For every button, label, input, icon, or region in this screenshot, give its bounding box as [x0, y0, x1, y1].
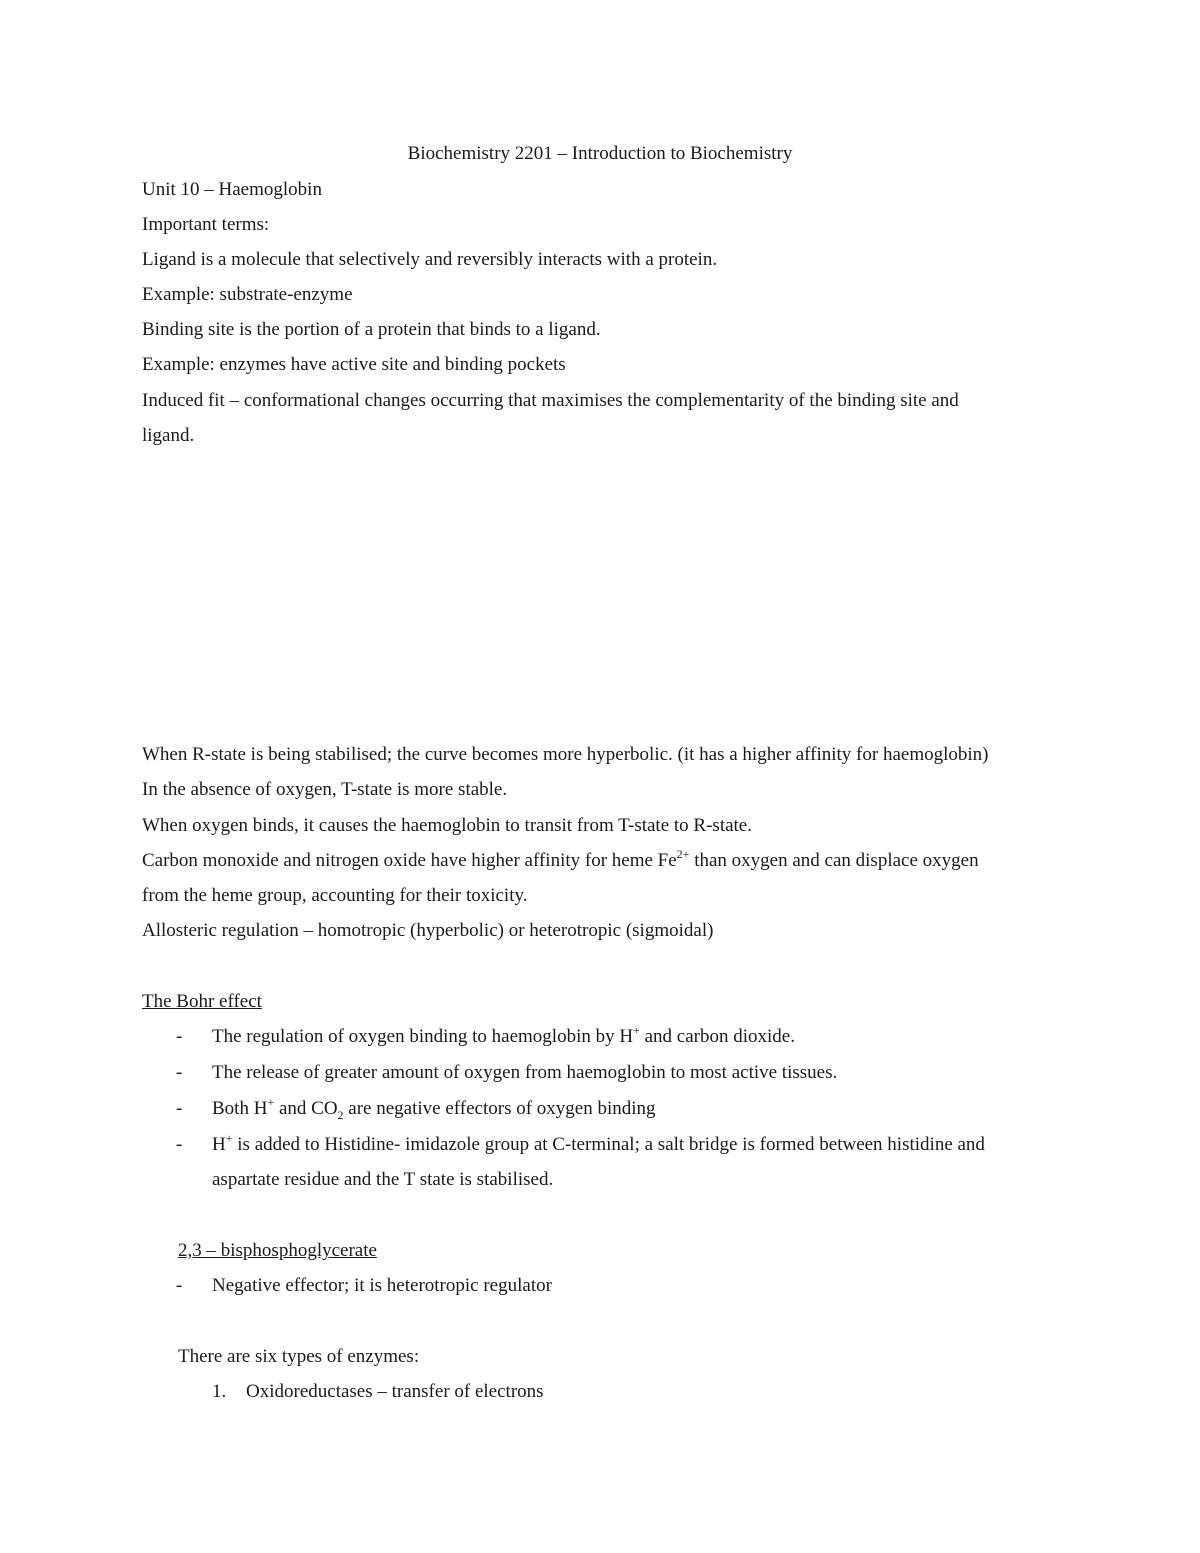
list-number: 1. [212, 1381, 227, 1402]
r-state-text: When R-state is being stabilised; the curve becomes more hyperbolic. (it has a higher affinity for haemoglobin) [142, 744, 989, 765]
transition-text: When oxygen binds, it causes the haemoglobin to transit from T-state to R-state. [142, 815, 752, 836]
bpg-bullet-1: Negative effector; it is heterotropic regulator [212, 1275, 552, 1296]
term-ligand-example: Example: substrate-enzyme [142, 284, 353, 305]
bullet-dash: - [176, 1026, 183, 1047]
bohr-bullet-3: Both H+ and $CO_2$ are negative effectors of oxygen binding [212, 1094, 656, 1122]
carbon-monoxide-text: Carbon monoxide and nitrogen oxide have higher affinity for heme $Fe^{2+}$ than oxygen and can displace oxygen [142, 846, 979, 871]
bullet-dash: - [176, 1275, 183, 1296]
bullet-dash: - [176, 1062, 183, 1083]
enzyme-item-1: Oxidoreductases – transfer of electrons [246, 1381, 544, 1402]
term-induced-fit-cont: ligand. [142, 425, 195, 446]
page-title: Biochemistry 2201 – Introduction to Biochemistry [407, 143, 793, 164]
bullet-dash: - [176, 1098, 183, 1119]
carbon-monoxide-text-cont: from the heme group, accounting for their toxicity. [142, 885, 528, 906]
bohr-bullet-2: The release of greater amount of oxygen from haemoglobin to most active tissues. [212, 1062, 838, 1083]
terms-heading: Important terms: [142, 214, 270, 235]
bohr-bullet-1: The regulation of oxygen binding to haemoglobin by H+ and carbon dioxide. [212, 1022, 795, 1047]
allosteric-text: Allosteric regulation – homotropic (hyperbolic) or heterotropic (sigmoidal) [142, 920, 714, 941]
term-induced-fit: Induced fit – conformational changes occurring that maximises the complementarity of the binding site and [142, 390, 959, 411]
t-state-text: In the absence of oxygen, T-state is more stable. [142, 779, 508, 800]
bullet-dash: - [176, 1134, 183, 1155]
bohr-heading: The Bohr effect [142, 991, 262, 1012]
term-binding-site: Binding site is the portion of a protein that binds to a ligand. [142, 319, 601, 340]
bpg-heading: 2,3 – bisphosphoglycerate [178, 1240, 377, 1261]
bohr-bullet-4-cont: aspartate residue and the T state is stabilised. [212, 1169, 554, 1190]
enzymes-intro: There are six types of enzymes: [178, 1346, 420, 1367]
unit-heading: Unit 10 – Haemoglobin [142, 179, 322, 200]
term-ligand: Ligand is a molecule that selectively and reversibly interacts with a protein. [142, 249, 718, 270]
bohr-bullet-4: H+ is added to Histidine- imidazole group at C-terminal; a salt bridge is formed between histidine and [212, 1130, 985, 1155]
term-binding-site-example: Example: enzymes have active site and binding pockets [142, 354, 566, 375]
